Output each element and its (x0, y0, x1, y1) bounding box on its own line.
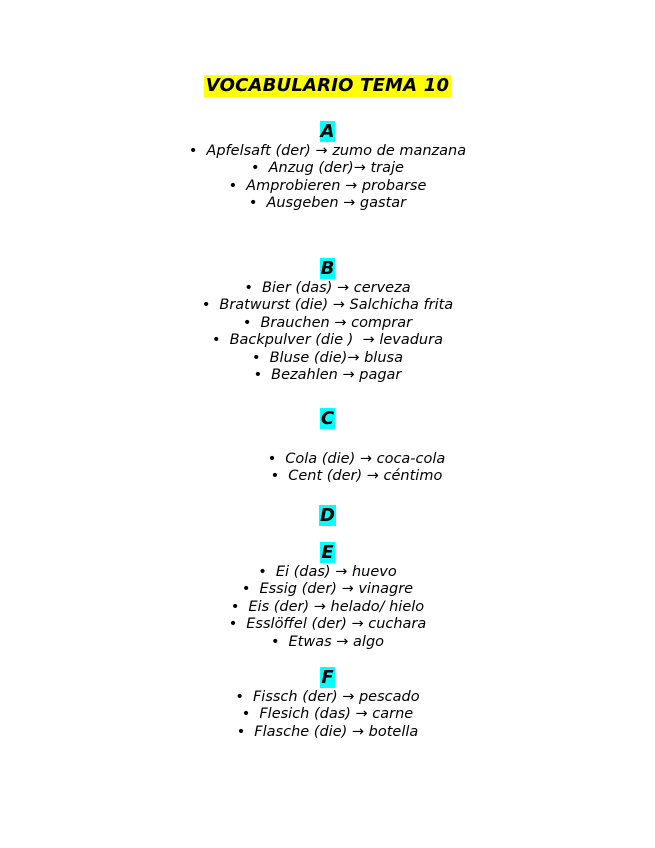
section-letter-d: D (320, 505, 335, 526)
list-item (0, 724, 655, 741)
list-item (0, 451, 655, 468)
item-text: Flasche (die) → botella (254, 723, 419, 740)
item-text: Bluse (die)→ blusa (269, 349, 403, 366)
bullet-icon: • (188, 143, 198, 159)
section-letter-c: C (320, 408, 335, 429)
letter-row-d (0, 505, 655, 527)
list-item (0, 367, 655, 384)
bullet-icon: • (230, 598, 240, 615)
item-text: Anzug (der)→ traje (268, 160, 404, 177)
item-text: Essig (der) → vinagre (259, 581, 414, 598)
list-item (0, 280, 655, 297)
bullet-icon: • (201, 297, 211, 314)
item-text: Ei (das) → huevo (275, 564, 397, 580)
item-text: Ausgeben → gastar (266, 195, 407, 212)
list-item (0, 616, 655, 633)
item-text: Backpulver (die ) → levadura (229, 332, 443, 349)
bullet-icon: • (242, 314, 252, 331)
section-letter-e: E (321, 542, 334, 563)
item-text: Eis (der) → helado/ hielo (248, 598, 425, 615)
list-item (0, 689, 655, 706)
list-item (0, 332, 655, 349)
list-item (0, 160, 655, 177)
bullet-icon: • (270, 633, 280, 650)
section-f (0, 667, 655, 741)
list-item (0, 706, 655, 723)
list-item (0, 350, 655, 367)
list-item (0, 468, 655, 485)
list-item (0, 581, 655, 598)
bullet-icon: • (244, 280, 253, 296)
section-c-items (0, 451, 655, 486)
item-text: Bier (das) → cerveza (261, 280, 411, 296)
bullet-icon: • (270, 468, 280, 485)
section-letter-b: B (320, 258, 335, 279)
item-text: Cent (der) → céntimo (288, 468, 443, 485)
item-text: Esslöffel (der) → cuchara (246, 616, 427, 633)
bullet-icon: • (228, 616, 238, 633)
document-title: VOCABULARIO TEMA 10 (205, 75, 450, 96)
item-text: Fissch (der) → pescado (252, 689, 420, 705)
item-text: Flesich (das) → carne (259, 706, 414, 723)
bullet-icon: • (252, 349, 261, 366)
item-text: Brauchen → comprar (260, 314, 413, 331)
bullet-icon: • (258, 564, 267, 580)
item-text: Etwas → algo (288, 633, 385, 650)
item-text: Bratwurst (die) → Salchicha frita (219, 297, 454, 314)
bullet-icon: • (251, 160, 260, 177)
list-item (0, 143, 655, 160)
bullet-icon: • (248, 195, 258, 212)
bullet-icon: • (267, 451, 277, 467)
bullet-icon: • (241, 581, 251, 598)
letter-row-a (0, 121, 655, 143)
list-item (0, 178, 655, 195)
bullet-icon: • (235, 689, 244, 705)
letter-row-c (0, 408, 655, 430)
item-text: Cola (die) → coca-cola (285, 451, 446, 467)
section-a (0, 121, 655, 213)
bullet-icon: • (241, 706, 251, 723)
section-e (0, 542, 655, 651)
bullet-icon: • (228, 177, 238, 194)
list-item (0, 564, 655, 581)
list-item (0, 195, 655, 212)
letter-row-f (0, 667, 655, 689)
list-item (0, 599, 655, 616)
letter-row-b (0, 258, 655, 280)
list-item (0, 634, 655, 651)
title-container (0, 75, 655, 97)
section-d (0, 505, 655, 527)
letter-row-e (0, 542, 655, 564)
section-b (0, 258, 655, 384)
bullet-icon: • (236, 723, 246, 740)
list-item (0, 315, 655, 332)
bullet-icon: • (253, 367, 263, 384)
section-letter-a: A (320, 121, 335, 142)
list-item (0, 297, 655, 314)
section-c (0, 408, 655, 430)
item-text: Apfelsaft (der) → zumo de manzana (206, 143, 467, 159)
section-letter-f: F (321, 667, 334, 688)
item-text: Amprobieren → probarse (246, 177, 427, 194)
item-text: Bezahlen → pagar (271, 367, 402, 384)
bullet-icon: • (212, 332, 221, 349)
